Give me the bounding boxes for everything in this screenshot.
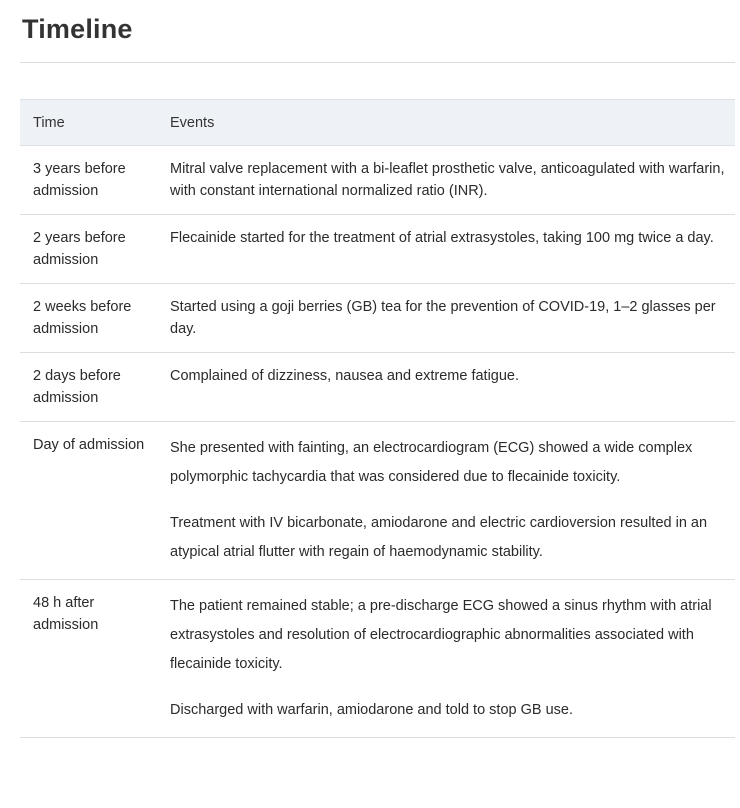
page-title: Timeline xyxy=(22,14,133,44)
events-cell xyxy=(157,146,735,215)
timeline-table xyxy=(20,99,735,738)
time-cell: 48 h after admission xyxy=(20,580,157,738)
event-text: Complained of dizziness, nausea and extreme fatigue. xyxy=(170,368,520,384)
events-cell xyxy=(157,422,735,580)
table-header-row xyxy=(20,100,735,146)
table-row xyxy=(20,284,735,353)
table-row xyxy=(20,215,735,284)
time-cell: Day of admission xyxy=(20,422,157,580)
title-divider xyxy=(20,62,735,63)
event-text: She presented with fainting, an electrocardiogram (ECG) showed a wide complex polymorphic tachycardia that was considered due to flecainide toxicity. xyxy=(170,440,693,485)
event-text: Discharged with warfarin, amiodarone and told to stop GB use. xyxy=(170,702,573,718)
table-row xyxy=(20,422,735,580)
time-cell: 3 years before admission xyxy=(20,146,157,215)
time-cell: 2 weeks before admission xyxy=(20,284,157,353)
event-text: The patient remained stable; a pre-discharge ECG showed a sinus rhythm with atrial extrasystoles and resolution of electrocardiographic abnormalities associated with flecainide toxicity. xyxy=(170,598,712,672)
event-text: Flecainide started for the treatment of atrial extrasystoles, taking 100 mg twice a day. xyxy=(170,230,714,246)
event-text: Treatment with IV bicarbonate, amiodarone and electric cardioversion resulted in an atypical atrial flutter with regain of haemodynamic stability. xyxy=(170,515,708,560)
table-header xyxy=(20,100,735,146)
column-header-time: Time xyxy=(20,100,157,146)
event-text: Mitral valve replacement with a bi-leaflet prosthetic valve, anticoagulated with warfarin, with constant international normalized ratio (INR). xyxy=(170,161,725,199)
time-cell: 2 days before admission xyxy=(20,353,157,422)
events-cell xyxy=(157,353,735,422)
event-text: Started using a goji berries (GB) tea for the prevention of COVID-19, 1–2 glasses per day. xyxy=(170,299,716,337)
column-header-events: Events xyxy=(157,100,735,146)
table-row xyxy=(20,580,735,738)
time-cell: 2 years before admission xyxy=(20,215,157,284)
table-body xyxy=(20,146,735,738)
events-cell xyxy=(157,580,735,738)
table-row xyxy=(20,353,735,422)
events-cell xyxy=(157,215,735,284)
events-cell xyxy=(157,284,735,353)
table-row xyxy=(20,146,735,215)
